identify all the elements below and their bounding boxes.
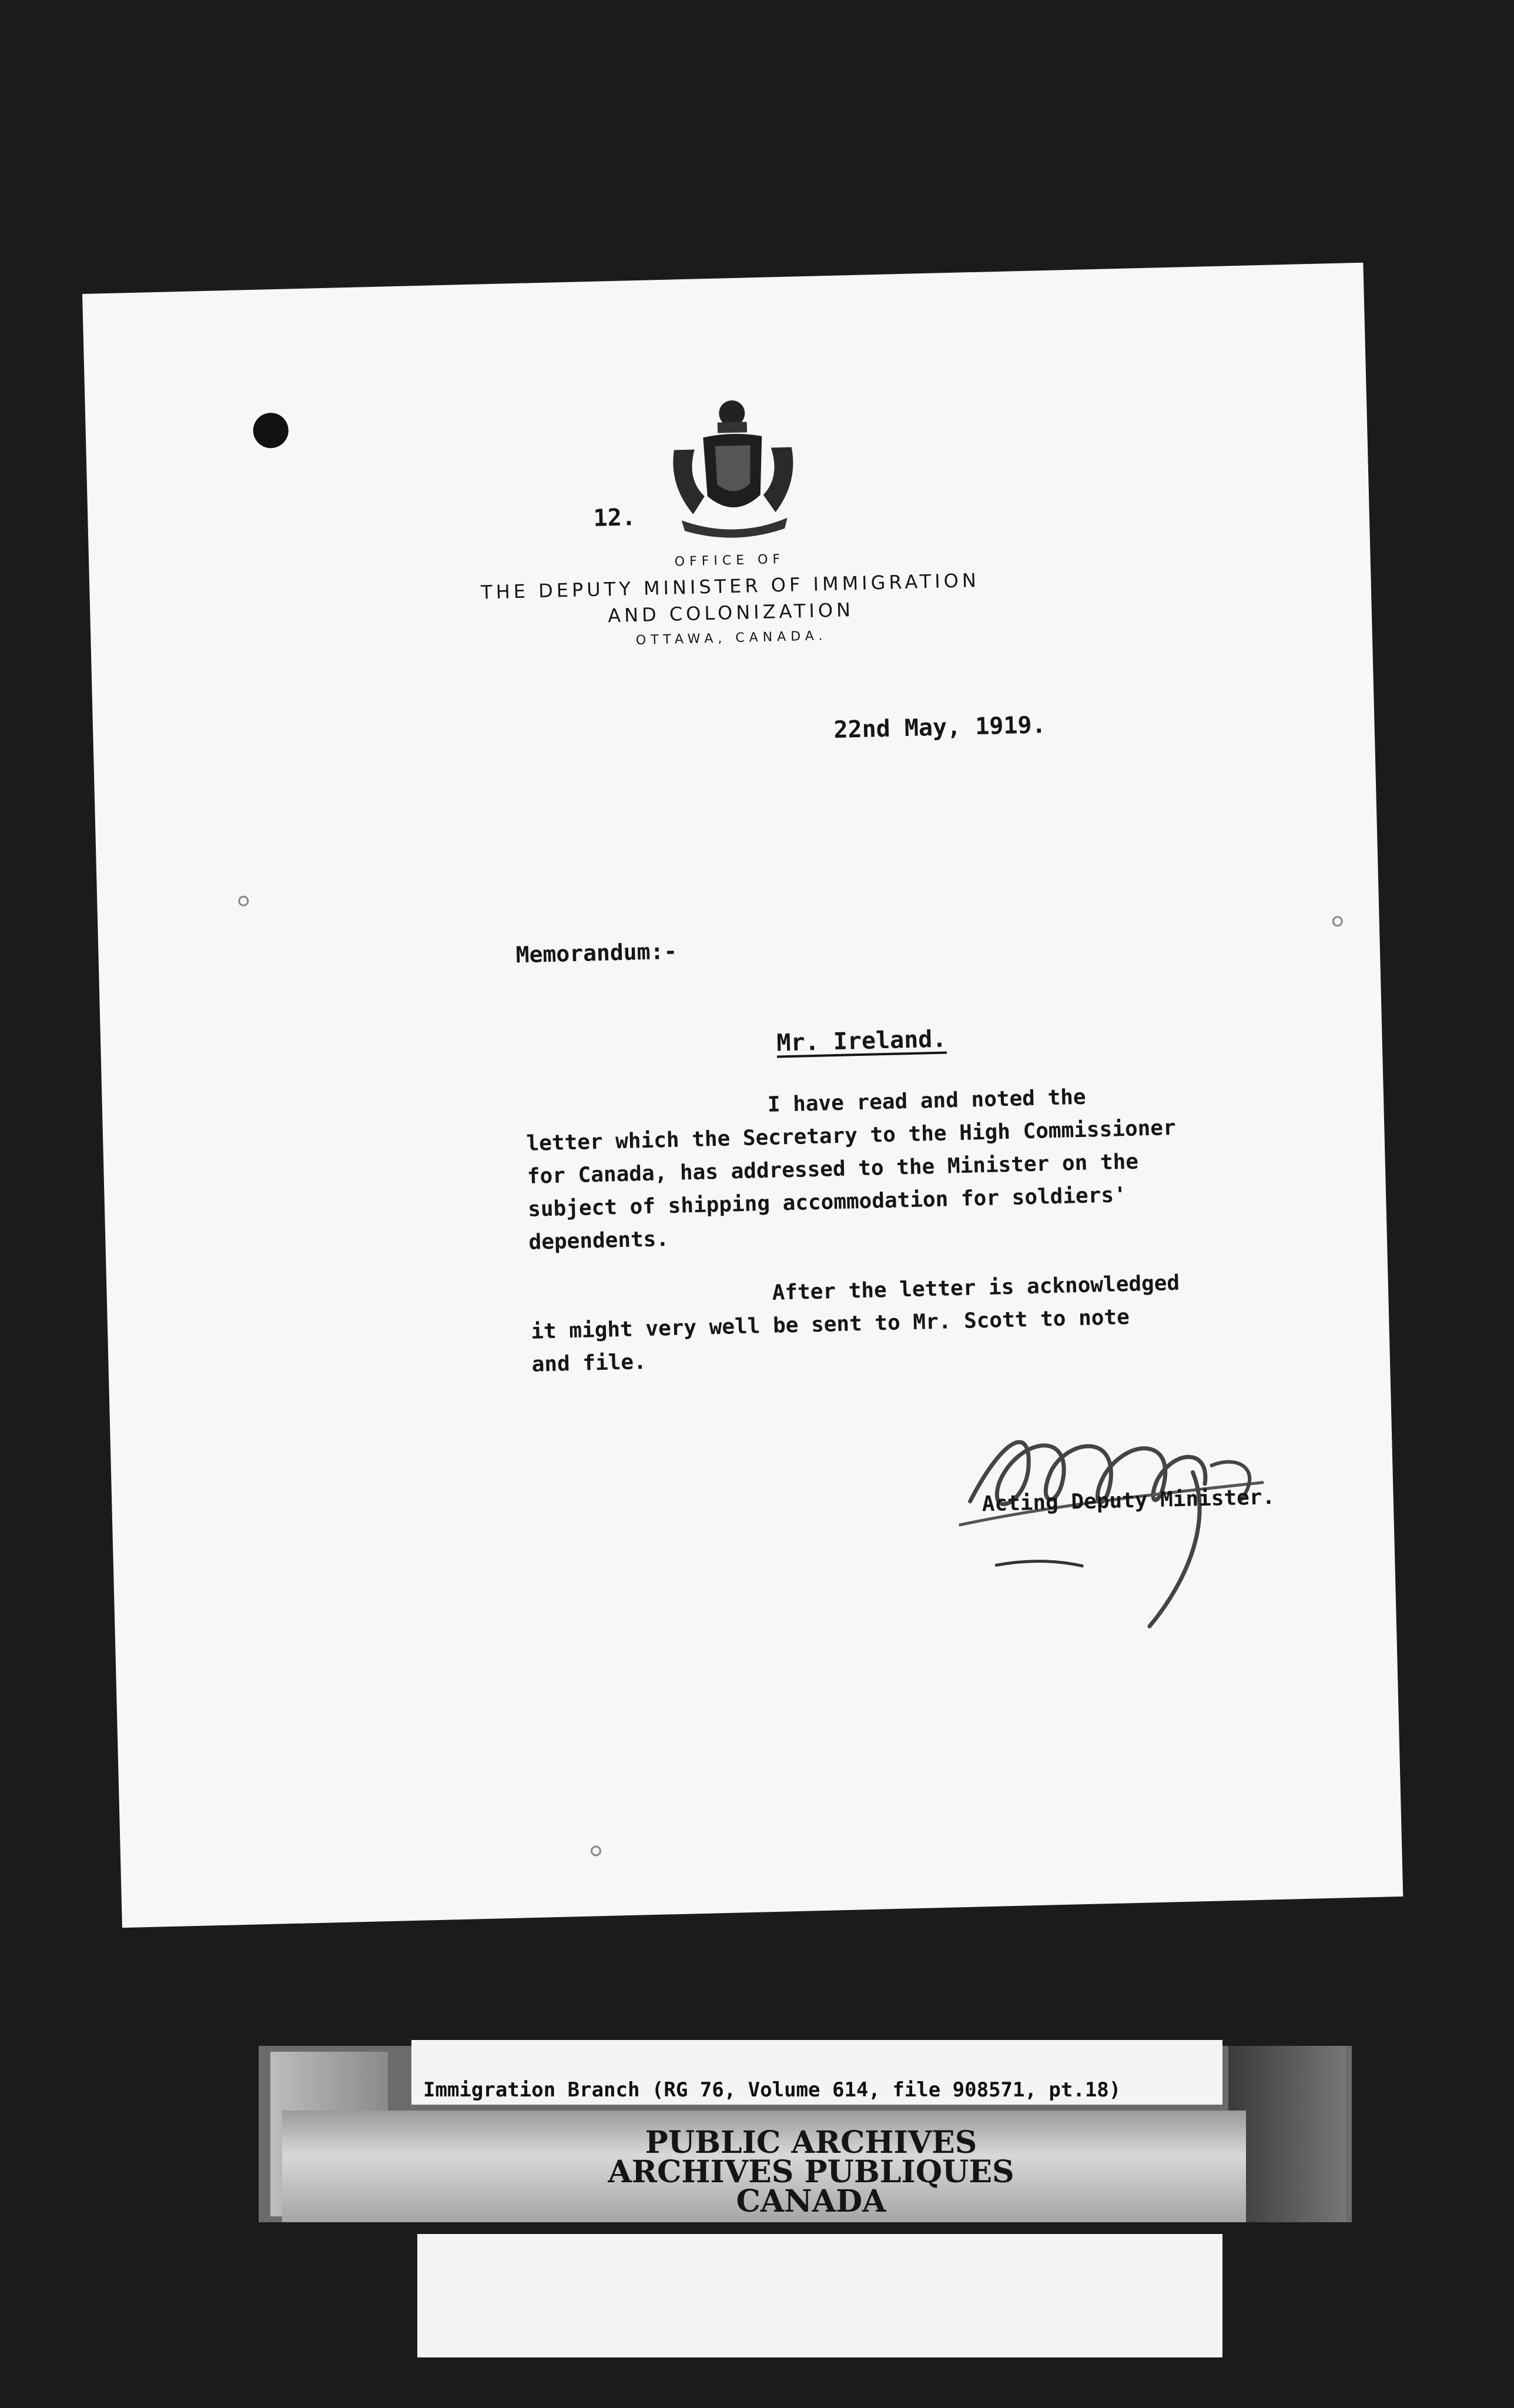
paper-speck <box>591 1845 601 1856</box>
memo-heading: Memorandum:- <box>515 938 678 968</box>
body-paragraph-2: After the letter is acknowledged it might very well be sent to Mr. Scott to note and file. <box>530 1270 1180 1377</box>
paper-speck <box>1332 916 1342 927</box>
archive-label-blank <box>417 2234 1222 2357</box>
addressee: Mr. Ireland. <box>776 1025 947 1057</box>
letterhead-location: OTTAWA, CANADA. <box>635 628 828 648</box>
stamp-line-3: CANADA <box>736 2183 886 2219</box>
stamp-line-1: PUBLIC ARCHIVES <box>645 2125 977 2160</box>
archive-stamp <box>576 2125 1046 2219</box>
body-paragraph-1: I have read and noted the letter which the Secretary to the High Commissioner for Canada, has addressed to the Minister on the subject of shipping accommodation for soldiers' dependents. <box>525 1085 1177 1255</box>
archive-reference: Immigration Branch (RG 76, Volume 614, file 908571, pt.18) <box>423 2078 1121 2102</box>
paper-speck <box>238 895 249 906</box>
coat-of-arms-icon <box>661 394 806 544</box>
letter-date: 22nd May, 1919. <box>833 711 1047 744</box>
punch-hole <box>253 413 289 449</box>
letterhead-department-line2: AND COLONIZATION <box>607 598 855 627</box>
letter-page <box>82 263 1403 1928</box>
letterhead-office-of: OFFICE OF <box>674 551 785 570</box>
archive-mount-right <box>1228 2046 1346 2222</box>
stamp-line-2: ARCHIVES PUBLIQUES <box>608 2154 1014 2190</box>
letterhead-department: THE DEPUTY MINISTER OF IMMIGRATION <box>480 568 980 604</box>
signature-title: Acting Deputy Minister. <box>982 1485 1275 1517</box>
page-number: 12. <box>593 504 637 532</box>
